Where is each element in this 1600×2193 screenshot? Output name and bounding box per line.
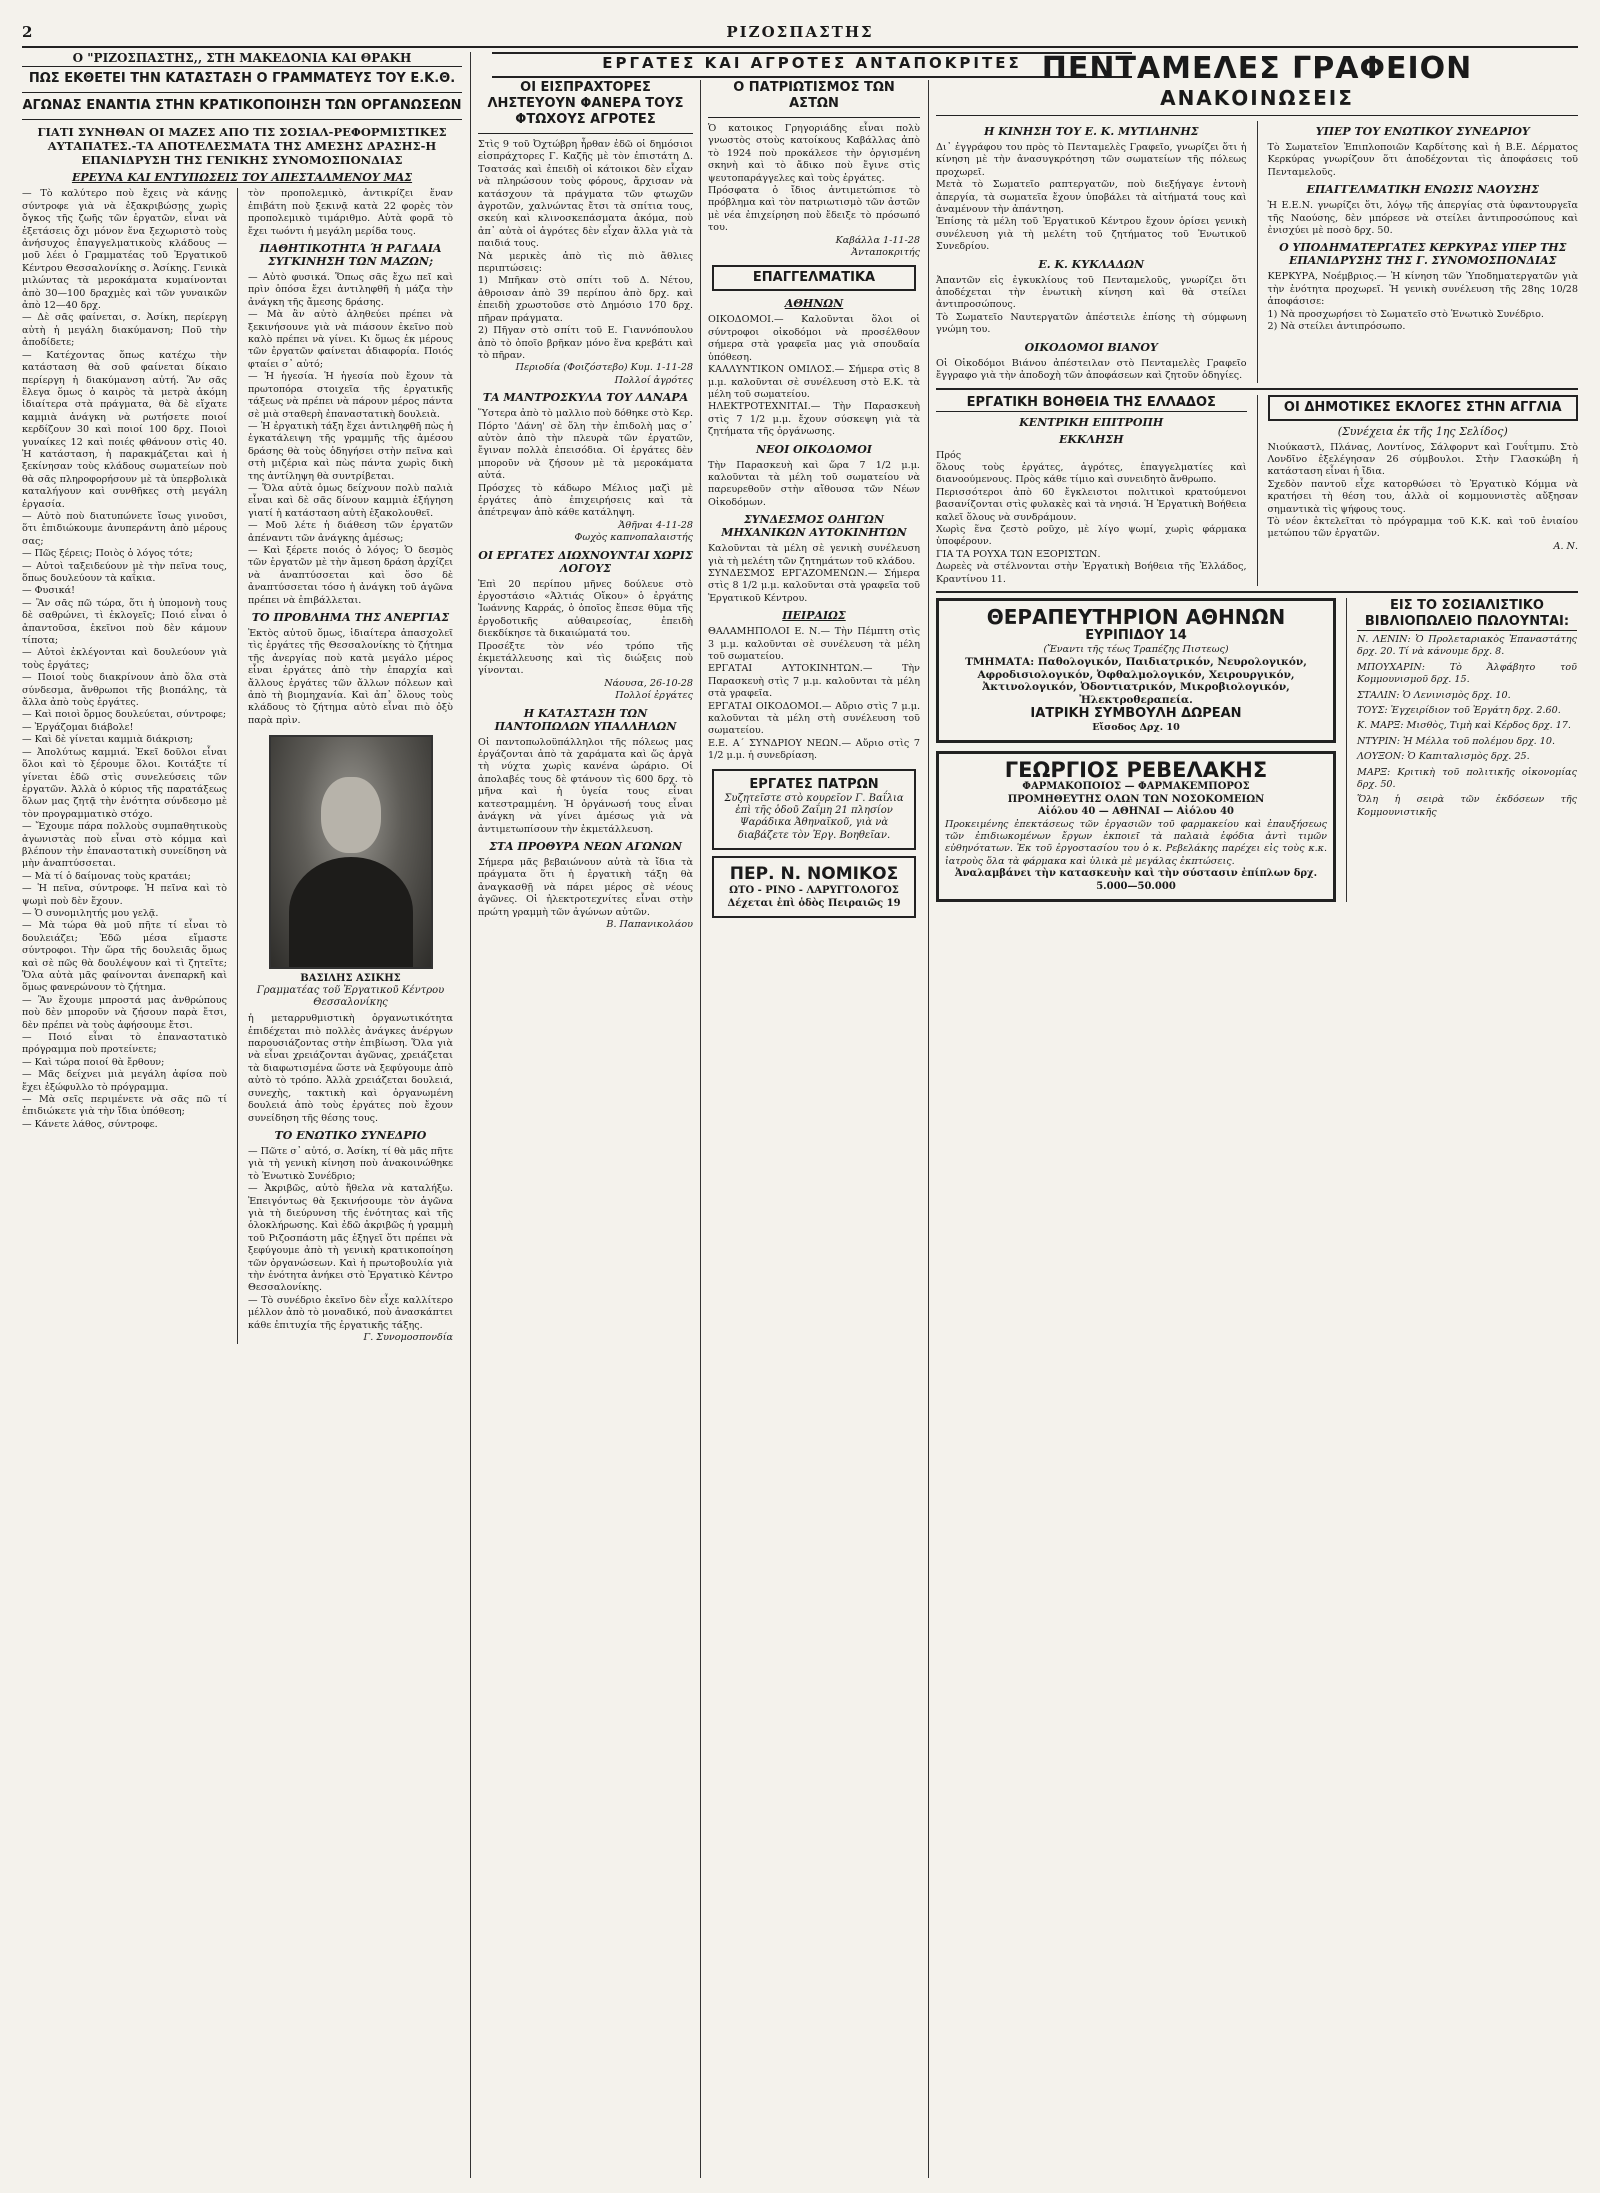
clinic-text: ΤΜΗΜΑΤΑ: Παθολογικόν, Παιδιατρικόν, Νευρολογικόν, Αφροδισιολογικόν, Ὀφθαλμολογικόν, Χειρουργικόν, Ἀκτινολογικόν, Ὀδοντιατρικόν, Μικροβιολογικόν, Ἠλεκτροθεραπεία. bbox=[965, 656, 1307, 706]
clinic-title: ΘΕΡΑΠΕΥΤΗΡΙΟΝ ΑΘΗΝΩΝ bbox=[986, 604, 1286, 629]
bureau-left-body-3: Οἱ Οἰκοδόμοι Βιάνου ἀπέστειλαν στὸ Πενταμελὲς Γραφεῖο ἔγγραφο γιὰ τὴν ἀποδοχὴ τῶν ἀποφάσεων καὶ ζητοῦν ὁδηγίες. bbox=[936, 357, 1250, 382]
col3-subhead-4: ΣΤΑ ΠΡΟΘΥΡΑ ΝΕΩΝ ΑΓΩΝΩΝ bbox=[489, 839, 682, 853]
bureau-right-head-3: Ο ΥΠΟΔΗΜΑΤΕΡΓΑΤΕΣ ΚΕΡΚΥΡΑΣ ΥΠΕΡ ΤΗΣ ΕΠΑΝΙΔΡΥΣΗΣ ΤΗΣ Γ. ΣΥΝΟΜΟΣΠΟΝΔΙΑΣ bbox=[1279, 241, 1567, 268]
bookshop-item: ΜΑΡΞ: Κριτικὴ τοῦ πολιτικῆς οἰκονομίας δρχ. 50. bbox=[1357, 766, 1577, 791]
ad-workers-title: ΕΡΓΑΤΕΣ ΠΑΤΡΩΝ bbox=[749, 776, 879, 792]
ad-workers-patras bbox=[712, 769, 916, 851]
col3-signature: Πολλοί ἀγρότες bbox=[614, 374, 693, 386]
col4-headline: Ο ΠΑΤΡΙΩΤΙΣΜΟΣ ΤΩΝ ΑΣΤΩΝ bbox=[733, 80, 895, 111]
col4-body-b: ΟΙΚΟΔΟΜΟΙ.— Καλοῦνται ὅλοι οἱ σύντροφοι οἰκοδόμοι νὰ προσέλθουν σήμερα στὰ γραφεῖα μας γιὰ σπουδαία ὑπόθεση. ΚΑΛΛΥΝΤΙΚΟΝ ΟΜΙΛΟΣ.— Σήμερα στὶς 8 μ.μ. καλοῦνται σὲ συνέλευση στὸ Ε.Κ. τὰ μέλη τοῦ σωματείου. ΗΛΕΚΤΡΟΤΕΧΝΙΤΑΙ.— Τὴν Παρασκευὴ στὶς 7 1/2 μ.μ. ἔχουν σύσκεψη γιὰ τὰ ζητήματα τῆς ὀργάνωσης. bbox=[708, 314, 920, 438]
portrait-face bbox=[321, 777, 381, 853]
bookshop-item: Κ. ΜΑΡΞ: Μισθὸς, Τιμὴ καὶ Κέρδος δρχ. 17. bbox=[1357, 720, 1571, 732]
portrait-coat bbox=[289, 857, 413, 967]
bookshop-item: ΣΤΑΛΙΝ: Ὁ Λενινισμὸς δρχ. 10. bbox=[1357, 689, 1511, 701]
column-3 bbox=[478, 80, 697, 2178]
bureau-subtitle: ΑΝΑΚΟΙΝΩΣΕΙΣ bbox=[1160, 86, 1354, 110]
col2-subhead-3: ΤΟ ΕΝΩΤΙΚΟ ΣΥΝΕΔΡΙΟ bbox=[274, 1128, 427, 1142]
ad-clinic bbox=[936, 598, 1336, 743]
help-sub-2: ΕΚΚΛΗΣΗ bbox=[1058, 432, 1124, 446]
elections-signature: Α. Ν. bbox=[1553, 540, 1578, 552]
bureau-right-body: Τὸ Σωματεῖον Ἐπιπλοποιῶν Καρδίτσης καὶ ἡ Β.Ε. Δέρματος Κερκύρας γνωρίζουν ὅτι ἀποδέχονται τὶς ἀποφάσεις τοῦ Πενταμελοῦς. bbox=[1267, 142, 1582, 178]
elections-title: ΟΙ ΔΗΜΟΤΙΚΕΣ ΕΚΛΟΓΕΣ ΣΤΗΝ ΑΓΓΛΙΑ bbox=[1283, 399, 1562, 415]
portrait-photo bbox=[269, 735, 433, 969]
correspondents-banner: ΕΡΓΑΤΕΣ ΚΑΙ ΑΓΡΟΤΕΣ ΑΝΤΑΠΟΚΡΙΤΕΣ bbox=[492, 52, 1132, 78]
page-number: 2 bbox=[22, 23, 35, 41]
bookshop-item: Ν. ΛΕΝΙΝ: Ὁ Προλεταριακὸς Ἐπαναστάτης δρχ. 20. Τί νὰ κάνουμε δρχ. 8. bbox=[1357, 633, 1577, 658]
col3-subhead-2: ΟΙ ΕΡΓΑΤΕΣ ΔΙΩΧΝΟΥΝΤΑΙ ΧΩΡΙΣ ΛΟΓΟΥΣ bbox=[478, 548, 693, 575]
col1-body-b: — Φυσικά! — Ἂν σᾶς πῶ τώρα, ὅτι ἡ ὑπομονὴ τους δὲ σαθρώνει, τὶ ἐκλογεῖς; Ποιό εἶναι ὁ ἀπαντοῦσα, ἐκεῖνοι ποὺ δὲν κάμουν τίποτα; — Αὐτοὶ ἐκλέγονται καὶ δουλεύουν γιὰ τοὺς ἐργάτες; — Ποιοί τοὺς διακρίνουν ἀπὸ ὅλα στὰ σύνδεσμα, ἄνθρωποι τῆς βιοπάλης, τὰ ἄλλα ἀπὸ τοὺς ἐργάτες. — Καὶ ποιοὶ ὅρμος δουλεύεται, σύντροφε; — Ἐργάζομαι διάβολε! — Καὶ δὲ γίνεται καμμιὰ διάκριση; — Ἀπολύτως καμμιά. Ἐκεῖ δοῦλοι εἶναι ὅλοι καὶ τὸ ξέρουμε ὅλοι. Κοιτάξτε τί γίνεται ἐδῶ στὶς συνελεύσεις τῶν ἐργατῶν. Ἀλλὰ ὁ κύριος τῆς παρατάξεως ὅλων μας ζητᾷ τὴν ἑνότητα σύνδεσμο μὲ τὸν προγραμματικὸ στόχο. — Ἔχουμε πάρα πολλοὺς συμπαθητικοὺς ἀγωνιστὰς ποὺ εἶναι στὸ κόμμα καὶ βλέπουν τὴν ἐπαναστατικὴ συνείδηση νὰ μὴν ἀναπτύσσεται. — Μὰ τί ὁ δαίμονας τοὺς κρατάει; — Ἡ πεῖνα, σύντροφε. Ἡ πεῖνα καὶ τὸ ψωμὶ ποὺ δὲν ἔχουν. — Ὁ συνομιλητής μου γελᾷ. — Μὰ τώρα θὰ μοῦ πῆτε τί εἶναι τὸ δουλειάζει; Ἐδῶ μέσα εἴμαστε σύντροφοι. Τὴν ὥρα τῆς δουλειᾶς ὅμως καὶ σὲ πῶς θὰ δουλέψουν καὶ τὶ ζητεῖτε; Ὅλα αὐτὰ μᾶς φαίνονται ἀνεπαρκῆ καὶ ὅμως φανερώνουν τὸ ζήτημα. — Ἂν ἔχουμε μπροστά μας ἀνθρώπους ποὺ δὲν μποροῦν νὰ ζήσουν παρὰ ἔτσι, δὲν πρέπει νὰ τοὺς ἀφήσουμε ἔτσι. — Ποιό εἶναι τὸ ἐπαναστατικὸ πρόγραμμα ποὺ προτείνετε; — Καὶ τώρα ποιοί θὰ ἔρθουν; — Μᾶς δείχνει μιὰ μεγάλη ἀφίσα ποὺ ἔχει ἐξώφυλλο τὸ πρόγραμμα. — Μὰ σεῖς περιμένετε νὰ σᾶς πῶ τί ἐπιδιώκετε γιὰ τὴν ἴδια ὑπόθεση; — Κάνετε λάθος, σύντροφε. bbox=[22, 585, 227, 1130]
col4-signature: Ἀνταποκριτής bbox=[851, 247, 920, 259]
revelakis-address: Αἰόλου 40 — ΑΘΗΝΑΙ — Αἰόλου 40 bbox=[1038, 806, 1234, 818]
col2-body-e: — Πῶτε σ᾽ αὐτό, σ. Ἀσίκη, τί θὰ μᾶς πῆτε γιὰ τὴ γενικὴ κίνηση ποὺ ἀνακοινώθηκε τὸ Ἑνωτικὸ Συνέδριο; — Ἀκριβῶς, αὐτὸ ἤθελα νὰ καταλήξω. Ἐπειγόντως θὰ ξεκινήσουμε τὸν ἀγῶνα γιὰ τὴ διεύρυνση τῆς ἑνότητας καὶ τῆς ὁλοκλήρωσης. Καὶ ἐδῶ ἀκριβῶς ἡ γραμμὴ τοῦ Ριζοσπάστη μᾶς ἐξηγεῖ ὅτι πρέπει νὰ ξεφύγουμε ἀπὸ τὴ γενικὴ κρατικοποίηση τῶν ὀργανώσεων. Καὶ ἡ πρωτοβουλία γιὰ τὴν ἑνότητα ἀνήκει στὸ Ἐργατικὸ Κέντρο Θεσσαλονίκης. — Τὸ συνέδριο ἐκεῖνο δὲν εἶχε καλλίτερο μέλλον ἀπὸ τὸ μοναδικό, ποὺ ἀνασκάπτει κάθε ἐπιτυχία τῆς ἐργατικῆς τάξης. bbox=[248, 1145, 453, 1331]
bureau-left-head-3: ΟΙΚΟΔΟΜΟΙ ΒΙΑΝΟΥ bbox=[1024, 340, 1158, 354]
bookshop-item: ΜΠΟΥΧΑΡΙΝ: Τὸ Ἀλφάβητο τοῦ Κομμουνισμοῦ δρχ. 15. bbox=[1357, 661, 1577, 686]
clinic-fee: Εἴσοδος Δρχ. 10 bbox=[1092, 722, 1180, 733]
ad-nomikos-text: ΩΤΟ - ΡΙΝΟ - ΛΑΡΥΓΓΟΛΟΓΟΣ Δέχεται ἐπὶ ὁδὸς Πειραιῶς 19 bbox=[727, 885, 901, 909]
elections-body: Νιούκαστλ, Πλάνας, Λοντίνος, Σάλφορντ καὶ Γουΐτμπυ. Στὸ Λονδῖνο ἐξελέγησαν 26 σύμβουλοι. Στὴν Γλασκώβη ἡ κατάσταση εἶναι ἡ ἴδια. Σχεδὸν παντοῦ εἶχε κατορθώσει τὸ Ἐργατικὸ Κόμμα νὰ κρατήσει τὴ θέση του, ἀλλὰ οἱ κομμουνιστὲς αὔξησαν σημαντικὰ τὶς ψήφους τους. Τὸ νέον ἐκτελεῖται τὸ πρόγραμμα τοῦ Κ.Κ. καὶ τοῦ ἐνιαίου μετώπου τῶν ἐργατῶν. bbox=[1267, 441, 1578, 540]
col4-subhead-3: ΣΥΝΔΕΣΜΟΣ ΟΔΗΓΩΝ ΜΗΧΑΝΙΚΩΝ ΑΥΤΟΚΙΝΗΤΩΝ bbox=[721, 513, 907, 540]
bookshop-item: ΤΟΥΣ: Ἐγχειρίδιον τοῦ Ἐργάτη δρχ. 2.60. bbox=[1357, 705, 1561, 716]
revelakis-sub-2: ΠΡΟΜΗΘΕΥΤΗΣ ΟΛΩΝ ΤΩΝ ΝΟΣΟΚΟΜΕΙΩΝ bbox=[1007, 793, 1265, 805]
col4-body-a: Ὁ κατοικος Γρηγοριάδης εἶναι πολὺ γνωστὸς στοὺς κατοίκους Καβάλλας ἀπὸ τὸ 1924 ποὺ προκάλεσε τὴν ὀργισμένη σκηνὴ καὶ τὸ ἄδικο ποὺ ἔγινε στὶς ψευτοπαράγγελες καὶ τοὺς ἐργάτες. Πρόσφατα ὁ ἴδιος ἀντιμετώπισε τὸ πρόβλημα καὶ τὸν πατριωτισμὸ τῶν ἀστῶν μὲ νέα ἐπιχείρηση ποὺ ἔδειξε τὸ πρόσωπό του. bbox=[708, 123, 920, 234]
col3-place-date: Περιοδία (Φοιζόστεβο) Κυμ. 1-11-28 bbox=[515, 362, 693, 374]
bookshop-item: ΝΤΥΡΙΝ: Ἡ Μέλλα τοῦ πολέμου δρχ. 10. bbox=[1357, 735, 1556, 747]
col2-body-b: — Αὐτὸ φυσικά. Ὅπως σᾶς ἔχω πεῖ καὶ πρὶν ὁπόσα ἔχει ἀντιληφθῆ ἡ μάζα τὴν ἀνάγκη τῆς ἄμεσης δράσης. — Μὰ ἂν αὐτὸ ἀληθεύει πρέπει νὰ ξεκινήσουνε γιὰ νὰ πιάσουν ἐκεῖνο ποὺ καλὸ πρέπει νὰ γίνει. Κι ὅμως ἐκ μέρους τῶν ἐργατῶν φαίνεται ἀδιαφορία. Ποιός φταίει σ᾽ αὐτό; — Ἡ ἡγεσία. Ἡ ἡγεσία ποὺ ἔχουν τὰ πρωτοπόρα στοιχεῖα τῆς ἐργατικῆς τάξεως νὰ πρέπει νὰ πάρουν μέρος πάντα σὲ μιὰ σταθερὴ ἐπαναστατικὴ δουλειὰ. — Ἡ ἐργατικὴ τάξη ἔχει ἀντιληφθῆ πὼς ἡ ἐγκατάλειψη τῆς γραμμῆς τῆς ἀμέσου δράσης θὰ τοὺς ὁδηγήσει στὴν πεῖνα καὶ στὴ μιζέρια καὶ πὼς πάντα χωρὶς δικὴ της ἀντίληψη θὰ συντρίβεται. — Ὅλα αὐτὰ ὁμως δείχνουν πολὺ παλιὰ εἶναι καὶ δὲ σᾶς δίνουν καμμιὰ ἐξήγηση γιατί ἡ κατάσταση αὐτὴ ἐξακολουθεῖ. — Μοῦ λέτε ἡ διάθεση τῶν ἐργατῶν ἀπέναντι τῶν ἀνάγκης ἀμέσως; — Καὶ ξέρετε ποιός ὁ λόγος; Ὁ δεσμὸς τῶν ἐργατῶν μὲ τὴν ἄμεση δράση ἀρχίζει νὰ ἀναπτύσσεται καὶ ὅσο δὲ ἀναπτύσσεται τόσο ἡ ἀνάγκη τοῦ ἀγῶνα πρέπει νὰ ἐπιβάλλεται. bbox=[248, 272, 453, 606]
col2-body-c: Ἐκτὸς αὐτοῦ ὅμως, ἰδιαίτερα ἀπασχολεῖ τὶς ἐργάτες τῆς Θεσσαλονίκης τὸ ζήτημα τῆς ἀνεργίας ποὺ κατὰ μεγάλο μέρος εἶναι ἐργάτες ἀπὸ τὴν ἐπαρχία καὶ ἄλλους ἐργάτες τῶν ἄλλων πόλεων καὶ ἀπὸ τὴ βιομηχανία. Καὶ ἀπ᾽ ὅλους τοὺς κλάδους τὸ ζήτημα αὐτὸ εἶναι πιὸ ὀξὺ παρὰ πρὶν. bbox=[248, 628, 457, 726]
photo-caption-name: ΒΑΣΙΛΗΣ ΑΣΙΚΗΣ bbox=[300, 973, 401, 985]
paper-name: ΡΙΖΟΣΠΑΣΤΗΣ bbox=[726, 23, 874, 41]
col4-section-title: ΕΠΑΓΓΕΛΜΑΤΙΚΑ bbox=[752, 270, 876, 286]
col3-subhead-1: ΤΑ ΜΑΝΤΡΟΣΚΥΛΑ ΤΟΥ ΛΑΝΑΡΑ bbox=[482, 391, 689, 405]
col3-place-date-3: Νάουσα, 26-10-28 bbox=[604, 677, 693, 689]
revelakis-text: Προκειμένης ἐπεκτάσεως τῶν ἐργασιῶν τοῦ φαρμακείου καὶ ἐπαυξήσεως τῶν ἐπιδιωκομένων ἔργων ἐκποιεῖ τὰ παλαιὰ ἐφόδια ἀντὶ τιμῶν εὐθηνότατων. Ἐκ τοῦ ἐργοστασίου του ὁ κ. Ρεβελάκης παρέχει εἰς τοὺς κ.κ. ἰατροὺς ὅλα τὰ φάρμακα καὶ ὑλικὰ μὲ μεγάλας ἐκπτώσεις. bbox=[945, 818, 1331, 867]
revelakis-title: ΓΕΩΡΓΙΟΣ ΡΕΒΕΛΑΚΗΣ bbox=[1004, 758, 1268, 783]
col3-subhead-3: Η ΚΑΤΑΣΤΑΣΗ ΤΩΝ ΠΑΝΤΟΠΩΛΩΝ ΥΠΑΛΛΗΛΩΝ bbox=[494, 706, 677, 733]
col4-section-box bbox=[712, 265, 916, 291]
bureau-right-body-2: Ἡ Ε.Ε.Ν. γνωρίζει ὅτι, λόγῳ τῆς ἀπεργίας στὰ ὑφαντουργεῖα τῆς Ναούσης, δὲν μπόρεσε νὰ στείλει ἀντιπροσώπους καὶ ἐνισχύει μὲ ποσὸ δρχ. 50. bbox=[1267, 200, 1582, 237]
bureau-title: ΠΕΝΤΑΜΕΛΕΣ ΓΡΑΦΕΙΟΝ bbox=[1041, 51, 1473, 86]
ad-revelakis bbox=[936, 751, 1336, 902]
col3-body-d: Οἱ παντοπωλοϋπάλληλοι τῆς πόλεως μας ἐργάζονται ἀπὸ τὰ χαράματα καὶ ὥς ἀργὰ τὴ νύχτα χωρὶς κανένα ὡράριο. Οἱ ἀπολαβές τους δὲ φτάνουν τὶς 600 δρχ. τὸ μῆνα καὶ ἡ ὑγεία τους εἶναι κατεστραμμένη. Ἡ ὀργάνωσή τους εἶναι ἀνάγκη νὰ γίνει ἀμέσως γιὰ νὰ ἀντιμετωπίσουν τὴν ἐκμετάλλευση. bbox=[478, 736, 697, 835]
bureau-left-body-2: Ἀπαντῶν εἰς ἐγκυκλίους τοῦ Πενταμελοῦς, γνωρίζει ὅτι ἀποδέχεται τὴν ἑνωτικὴ κίνηση καὶ θὰ στείλει ἀντιπροσώπους. Τὸ Σωματεῖο Ναυτεργατῶν ἀπέστειλε ἐπίσης τὴ σύμφωνη γνώμη του. bbox=[936, 274, 1247, 336]
col2-subhead-1: ΠΑΘΗΤΙΚΟΤΗΤΑ Ή ΡΑΓΔΑΙΑ ΣΥΓΚΙΝΗΣΗ ΤΩΝ ΜΑΖΩΝ; bbox=[259, 242, 442, 269]
bureau-left-body: Δι᾽ ἐγγράφου του πρὸς τὸ Πενταμελὲς Γραφεῖο, γνωρίζει ὅτι ἡ κίνηση μὲ τὴν ἀνασυγκρότηση τῶν σωματείων τῆς πόλεως προχωρεῖ. Μετὰ τὸ Σωματεῖο ραπτεργατῶν, ποὺ διεξήγαγε ἐντονὴ ἀπεργία, τὰ σωματεῖα ἔχουν ὑποβάλει τὰ αἰτήματά τους καὶ ἀναμένουν τὴν ἀπάντηση. Ἐπίσης τὰ μέλη τοῦ Ἐργατικοῦ Κέντρου ἔχουν ὁρίσει γενικὴ συνέλευση γιὰ τὴ μελέτη τοῦ ζητήματος τοῦ Ἑνωτικοῦ Συνεδρίου. bbox=[936, 142, 1247, 253]
elections-sub: (Συνέχεια ἐκ τῆς 1ης Σελίδος) bbox=[1337, 424, 1508, 438]
help-body: Πρός ὅλους τοὺς ἐργάτες, ἀγρότες, ἐπαγγελματίες καὶ διανοούμενους. Πρὸς κάθε τίμιο καὶ συνειδητὸ ἄνθρωπο. Περισσότεροι ἀπὸ 60 ἔγκλειστοι πολιτικοὶ κρατούμενοι βασανίζονται στὶς φυλακὲς καὶ τὰ νησιά. Ἡ Ἐργατικὴ Βοήθεια καλεῖ ὅλους νὰ συνδράμουν. Χωρὶς ἕνα ζεστὸ ροῦχο, μὲ λίγο ψωμί, χωρὶς φάρμακα ὑποφέρουν. ΓΙΑ ΤΑ ΡΟΥΧΑ ΤΩΝ ΕΞΟΡΙΣΤΩΝ. Δωρεὲς νὰ στέλνονται στὴν Ἐργατικὴ Βοήθεια τῆς Ἑλλάδος, Κραντίνου 11. bbox=[936, 449, 1247, 585]
newspaper-page bbox=[22, 18, 1582, 2178]
photo-caption bbox=[248, 973, 453, 1009]
bureau-right-body-3: ΚΕΡΚΥΡΑ, Νοέμβριος.— Ἡ κίνηση τῶν Ὑποδηματεργατῶν γιὰ τὴν ἑνότητα προχωρεῖ. Ἡ γενικὴ συνέλευση τῆς 28ης 10/28 ἀποφάσισε: 1) Νὰ προσχωρήσει τὸ Σωματεῖο στὸ Ἑνωτικὸ Συνέδριο. 2) Νὰ στείλει ἀντιπρόσωπο. bbox=[1267, 271, 1578, 333]
col3-place-date-2: Ἀθῆναι 4-11-28 bbox=[618, 519, 693, 531]
bureau-left-head-2: Ε. Κ. ΚΥΚΛΑΔΩΝ bbox=[1038, 257, 1145, 271]
col2-body-d: ἡ μεταρρυθμιστικὴ ὀργανωτικότητα ἐπιδέχεται πιὸ πολλὲς ἀνάγκες ἀνέργων παρουσιάζοντας στὴν ἐπιβίωση. Ὅλα γιὰ νὰ εἶναι χρειάζονται ἀγῶνας, χρειάζεται τὰ διαφωτισμένα ὥστε νὰ ξεφύγουμε ἀπὸ αὐτὸ τὸ τρόπο. Ἀλλὰ χρειάζεται δουλειά, συνεχὴς, τακτικὴ καὶ ὀργανωμένη δουλειά ἀπὸ τοὺς ἐργάτες ποὺ ἔχουν συνείδηση τῆς θέσης τους. bbox=[248, 1013, 457, 1124]
elections-box bbox=[1268, 395, 1579, 421]
clinic-note: (Ἔναντι τῆς τέως Τραπέζης Πιστεως) bbox=[1043, 643, 1229, 655]
col4-section-sub: ΑΘΗΝΩΝ bbox=[784, 297, 844, 311]
bureau-right-head-2: ΕΠΑΓΓΕΛΜΑΤΙΚΗ ΕΝΩΣΙΣ ΝΑΟΥΣΗΣ bbox=[1306, 183, 1539, 197]
col3-signature-4: Β. Παπανικολάου bbox=[606, 918, 693, 930]
revelakis-sub: ΦΑΡΜΑΚΟΠΟΙΟΣ — ΦΑΡΜΑΚΕΜΠΟΡΟΣ bbox=[1022, 781, 1250, 793]
clinic-free: ΙΑΤΡΙΚΗ ΣΥΜΒΟΥΛΗ ΔΩΡΕΑΝ bbox=[1030, 706, 1242, 721]
col2-body-a: τὸν προπολεμικὸ, ἀντικρίζει ἕναν ἐπιβάτη ποὺ ξεκινᾷ κατὰ 22 φορὲς τὸν προπολεμικὸ τιμάριθμο. Αὐτὰ φορᾶ τὸ ἔχει τωόντι ἡ μεγάλη μερίδα τους. bbox=[248, 188, 457, 237]
bookshop-list bbox=[1357, 634, 1577, 819]
col3-signature-3: Πολλοί ἐργάτες bbox=[615, 690, 693, 702]
col1-headline: ΠΩΣ ΕΚΘΕΤΕΙ ΤΗΝ ΚΑΤΑΣΤΑΣΗ Ο ΓΡΑΜΜΑΤΕΥΣ ΤΟΥ Ε.Κ.Θ. bbox=[28, 71, 456, 87]
col3-body-b: Ὕστερα ἀπὸ τὸ μαλλιο ποὺ δόθηκε στὸ Κερ. Πόρτο 'Δάνη' σὲ ὅλη τὴν ἐπιδολὴ μας σ᾽ αὐτὸν ἀπὸ τὴν πλευρὰ τῶν ἐργατῶν, ἔγιναν πολλὰ ἐπεισόδια. Οἱ ἐργάτες δὲν μποροῦν νὰ ζήσουν μὲ τὰ μεροκάματα αὐτά. Πρόσχες τὸ κάδωρο Μέλιος μαζὶ μὲ ἐργάτες ἀπὸ ἐπιχειρήσεις καὶ τὰ ἀπέτρεψαν ἀπὸ κάθε κατάληψη. bbox=[478, 408, 693, 519]
col4-place-date: Καβάλλα 1-11-28 bbox=[835, 234, 920, 246]
ad-workers-text: Συζητεῖστε στὸ κουρεῖον Γ. Βαΐλια ἐπὶ τῆς ὁδοῦ Ζαΐμη 21 πλησίον Ψαράδικα Ἀθηναϊκοῦ, γιὰ νὰ διαβάζετε τὸν Ἐργ. Βοηθεῖαν. bbox=[724, 792, 904, 841]
bookshop-item: Ὅλη ἡ σειρὰ τῶν ἐκδόσεων τῆς Κομμουνιστικῆς bbox=[1357, 794, 1577, 818]
col4-body-c: Τὴν Παρασκευὴ καὶ ὥρα 7 1/2 μ.μ. καλοῦνται τὰ μέλη τοῦ σωματείου νὰ παρευρεθοῦν στὴν αἴθουσα τῶν Νέων Οἰκοδόμων. bbox=[708, 459, 924, 508]
col2-subhead-2: ΤΟ ΠΡΟΒΛΗΜΑ ΤΗΣ ΑΝΕΡΓΙΑΣ bbox=[251, 611, 450, 624]
col4-body-d: Καλοῦνται τὰ μέλη σὲ γενικὴ συνέλευση γιὰ τὴ μελέτη τῶν ζητημάτων τοῦ κλάδου. ΣΥΝΔΕΣΜΟΣ ΕΡΓΑΖΟΜΕΝΩΝ.— Σήμερα στὶς 8 1/2 μ.μ. καλοῦνται στὰ γραφεῖα τοῦ Ἐργατικοῦ Κέντρου. bbox=[708, 543, 920, 604]
col1-deck: ΓΙΑΤΙ ΣΥΝΗΘΑΝ ΟΙ ΜΑΖΕΣ ΑΠΟ ΤΙΣ ΣΟΣΙΑΛ-ΡΕΦΟΡΜΙΣΤΙΚΕΣ ΑΥΤΑΠΑΤΕΣ.-ΤΑ ΑΠΟΤΕΛΕΣΜΑΤΑ ΤΗΣ ΑΜΕΣΗΣ ΔΡΑΣΗΣ-Η ΕΠΑΝΙΔΡΥΣΗ ΤΗΣ ΓΕΝΙΚΗΣ ΣΥΝΟΜΟΣΠΟΝΔΙΑΣ bbox=[37, 125, 447, 168]
col3-body-c: Ἐπὶ 20 περίπου μῆνες δούλευε στὸ ἐργοστάσιο «Ἀλτιάς Οἴκου» ὁ ἐργάτης Ἰωάννης Καρράς, ὁ ὁποῖος ἔπεσε θῦμα τῆς ἐργοδοτικῆς αὐθαιρεσίας, ἐπειδὴ διεκδίκησε τὰ δικαιώματά του. Προσέξτε τὸν νέο τρόπο τῆς ἐκμετάλλευσης καὶ τὶς διώξεις ποὺ γίνονται. bbox=[478, 578, 693, 677]
col1-body-a: — Τὸ καλύτερο ποὺ ἔχεις νὰ κάνῃς σύντροφε γιὰ νὰ ἐξακριβώσῃς χωρὶς ὄγκος τῆς ζωῆς τῶν ἐργατῶν, εἶναι νὰ ἐξετάσεις ὄχι μόνον ἕνα ξεχωριστὸ τοὺς ἀνήσυχος ἐπαγγελματικοὺς κλάδους — μοῦ λέει ὁ Γραμματέας τοῦ Ἐργατικοῦ Κέντρου Θεσσαλονίκης σ. Ἀσίκης. Γενικὰ μιλώντας τὰ μεροκάματα κυμαίνονται ἀπὸ 30—100 δραχμὲς καὶ τῶν γυναικῶν ἀπὸ 12—40 δρχ. — Δὲ σᾶς φαίνεται, σ. Ἀσίκη, περίεργη αὐτὴ ἡ μεγάλη διακύμανση; Ποῦ τὴν ἀποδίδετε; — Κατέχοντας ὅπως κατέχω τὴν κατάσταση θὰ σοῦ φαίνεται δίκαιο περίεργη ἡ διακύμανση αὐτή. Ἂν σᾶς ἔλεγα ὅμως ὁ καιρὸς τὰ μετρὰ ἀκόμη ἰδιαίτερα στὰ πράγματα, θὰ δὲ εἴχατε καμμιὰ ἀνάγκη νὰ ρωτήσετε ποιοί κερδίζουν 30 καὶ ποιοί 100 δρχ. Ποιοὶ γυναίκες 12 καὶ ποιές φθάνουν στὶς 40. Ἡ κατάσταση, ἡ παρακμάζεται καὶ ἡ ξεκίνησαν τοὺς κλάδους σωματείων ποὺ θὰ σᾶς πληροφορήσουν μὲ τὰ ὑπερβολικὰ καταλήγουν καὶ συνθῆκες στὴ μεγάλη ἐργασία. — Αὐτὸ ποὺ διατυπώνετε ἴσως γινοῦσι, ὅτι ἐπιδιώκουμε ἀνυπεράντη ἀπὸ μέρους σας; — Πῶς ξέρεις; Ποιὸς ὁ λόγος τότε; — Αὐτοὶ ταξειδεύουν μὲ τὴν πεῖνα τους, ὅπως δουλεύουν τὰ καΐκια. bbox=[22, 188, 227, 584]
column-4 bbox=[708, 80, 924, 2178]
col3-body-a: Στὶς 9 τοῦ Ὀχτώβρη ἦρθαν ἐδῶ οἱ δημόσιοι εἰσπράχτορες Γ. Καζῆς μὲ τὸν ἐπιστάτη Δ. Τσατσάς καὶ ἐπειδὴ οἱ κάτοικοι δὲν εἶχαν νὰ πληρώσουν τοὺς φόρους, ἄρχισαν νὰ κατάσχουν τὰ πράγματα τῶν φτωχῶν ἀγροτῶν, χαλνώντας ἔτσι τὰ σπίτια τους, σκεύη καὶ κλινοσκεπάσματα ἀκόμα, ποὺ ἀπ᾽ αὐτὰ οἱ ἀγρότες δὲν εἶχαν ἄλλα γιὰ τὰ παιδιά τους. Νὰ μερικὲς ἀπὸ τὶς πιὸ ἄθλιες περιπτώσεις: 1) Μπῆκαν στὸ σπίτι τοῦ Δ. Νέτου, ἀθροισαν ἀπὸ 39 περίπου ἀπὸ δρχ. καὶ ἐπειδὴ χρωστοῦσε στὸ Δημόσιο 170 δρχ. πῆραν πράγματα. 2) Πῆγαν στὸ σπίτι τοῦ Ε. Γιαννόπουλου ἀπὸ τὸ ὁποῖο βρῆκαν μόνο ἕνα κρεβάτι καὶ τὸ πῆραν. bbox=[478, 139, 693, 361]
col4-subhead-2: ΝΕΟΙ ΟΙΚΟΔΟΜΟΙ bbox=[756, 442, 872, 456]
col3-headline: ΟΙ ΕΙΣΠΡΑΧΤΟΡΕΣ ΛΗΣΤΕΥΟΥΝ ΦΑΝΕΡΑ ΤΟΥΣ ΦΤΩΧΟΥΣ ΑΓΡΟΤΕΣ bbox=[487, 80, 684, 127]
column-1 bbox=[22, 52, 462, 2178]
col3-body-e: Σήμερα μᾶς βεβαιώνουν αὐτὰ τὰ ἴδια τὰ πράγματα ὅτι ἡ ἐργατικὴ τάξη θὰ ἀναγκασθῇ νὰ πάρει μέρος σὲ νέους ἀγῶνες. Οἱ ἠλεκτροτεχνίτες εἶναι στὴν πρώτη γραμμὴ τῶν ἀγώνων αὐτῶν. bbox=[478, 856, 697, 918]
bureau-left-head: Η ΚΙΝΗΣΗ ΤΟΥ Ε. Κ. ΜΥΤΙΛΗΝΗΣ bbox=[983, 125, 1199, 138]
clinic-address: ΕΥΡΙΠΙΔΟΥ 14 bbox=[1085, 627, 1187, 643]
column-5 bbox=[936, 51, 1582, 2178]
ad-nomikos-title: ΠΕΡ. Ν. ΝΟΜΙΚΟΣ bbox=[729, 864, 899, 885]
photo-caption-role: Γραμματέας τοῦ Ἐργατικοῦ Κέντρου Θεσσαλονίκης bbox=[256, 985, 445, 1009]
revelakis-price: Ἀναλαμβάνει τὴν κατασκευὴν καὶ τὴν σύστασιν ἐπίπλων δρχ. 5.000—50.000 bbox=[954, 868, 1318, 892]
col4-body-e: ΘΑΛΑΜΗΠΟΛΟΙ Ε. Ν.— Τὴν Πέμπτη στὶς 3 μ.μ. καλοῦνται σὲ συνέλευση τὰ μέλη τοῦ σωματείου. ΕΡΓΑΤΑΙ ΑΥΤΟΚΙΝΗΤΩΝ.— Τὴν Παρασκευὴ στὶς 7 μ.μ. καλοῦνται τὰ μέλη στὰ γραφεῖα. ΕΡΓΑΤΑΙ ΟΙΚΟΔΟΜΟΙ.— Αὔριο στὶς 7 μ.μ. καλοῦνται τὰ μέλη στὴ συνέλευση τοῦ σωματείου. Ε.Ε. Α΄ ΣΥΝΔΡΙΟΥ ΝΕΩΝ.— Αὔριο στὶς 7 1/2 μ.μ. ἡ συνεδρίαση. bbox=[708, 626, 920, 762]
bureau-right-head: ΥΠΕΡ ΤΟΥ ΕΝΩΤΙΚΟΥ ΣΥΝΕΔΡΙΟΥ bbox=[1315, 125, 1530, 138]
col4-subhead-4: ΠΕΙΡΑΙΩΣ bbox=[782, 609, 846, 623]
col1-subhead: ΑΓΩΝΑΣ ΕΝΑΝΤΙΑ ΣΤΗΝ ΚΡΑΤΙΚΟΠΟΙΗΣΗ ΤΩΝ ΟΡΓΑΝΩΣΕΩΝ bbox=[22, 98, 462, 114]
help-sub: ΚΕΝΤΡΙΚΗ ΕΠΙΤΡΟΠΗ bbox=[1019, 415, 1164, 429]
masthead bbox=[22, 18, 1578, 48]
col1-section-title: ΕΡΕΥΝΑ ΚΑΙ ΕΝΤΥΠΩΣΕΙΣ ΤΟΥ ΑΠΕΣΤΑΛΜΕΝΟΥ ΜΑΣ bbox=[71, 171, 413, 185]
col1-kicker: Ο "ΡΙΖΟΣΠΑΣΤΗΣ,, ΣΤΗ ΜΑΚΕΔΟΝΙΑ ΚΑΙ ΘΡΑΚΗ bbox=[22, 52, 462, 67]
bookshop-title: ΕΙΣ ΤΟ ΣΟΣΙΑΛΙΣΤΙΚΟ ΒΙΒΛΙΟΠΩΛΕΙΟ ΠΩΛΟΥΝΤΑΙ: bbox=[1357, 598, 1577, 631]
col2-signature: Γ. Συνομοσπονδία bbox=[363, 1332, 453, 1343]
col3-signature-2: Φωχὸς καπνοπαλαιστής bbox=[574, 532, 693, 544]
bookshop-item: ΛΟΥΞΟΝ: Ὁ Καπιταλισμὸς δρχ. 25. bbox=[1357, 751, 1530, 763]
ad-nomikos bbox=[712, 856, 916, 918]
help-title: ΕΡΓΑΤΙΚΗ ΒΟΗΘΕΙΑ ΤΗΣ ΕΛΛΑΔΟΣ bbox=[936, 395, 1247, 412]
